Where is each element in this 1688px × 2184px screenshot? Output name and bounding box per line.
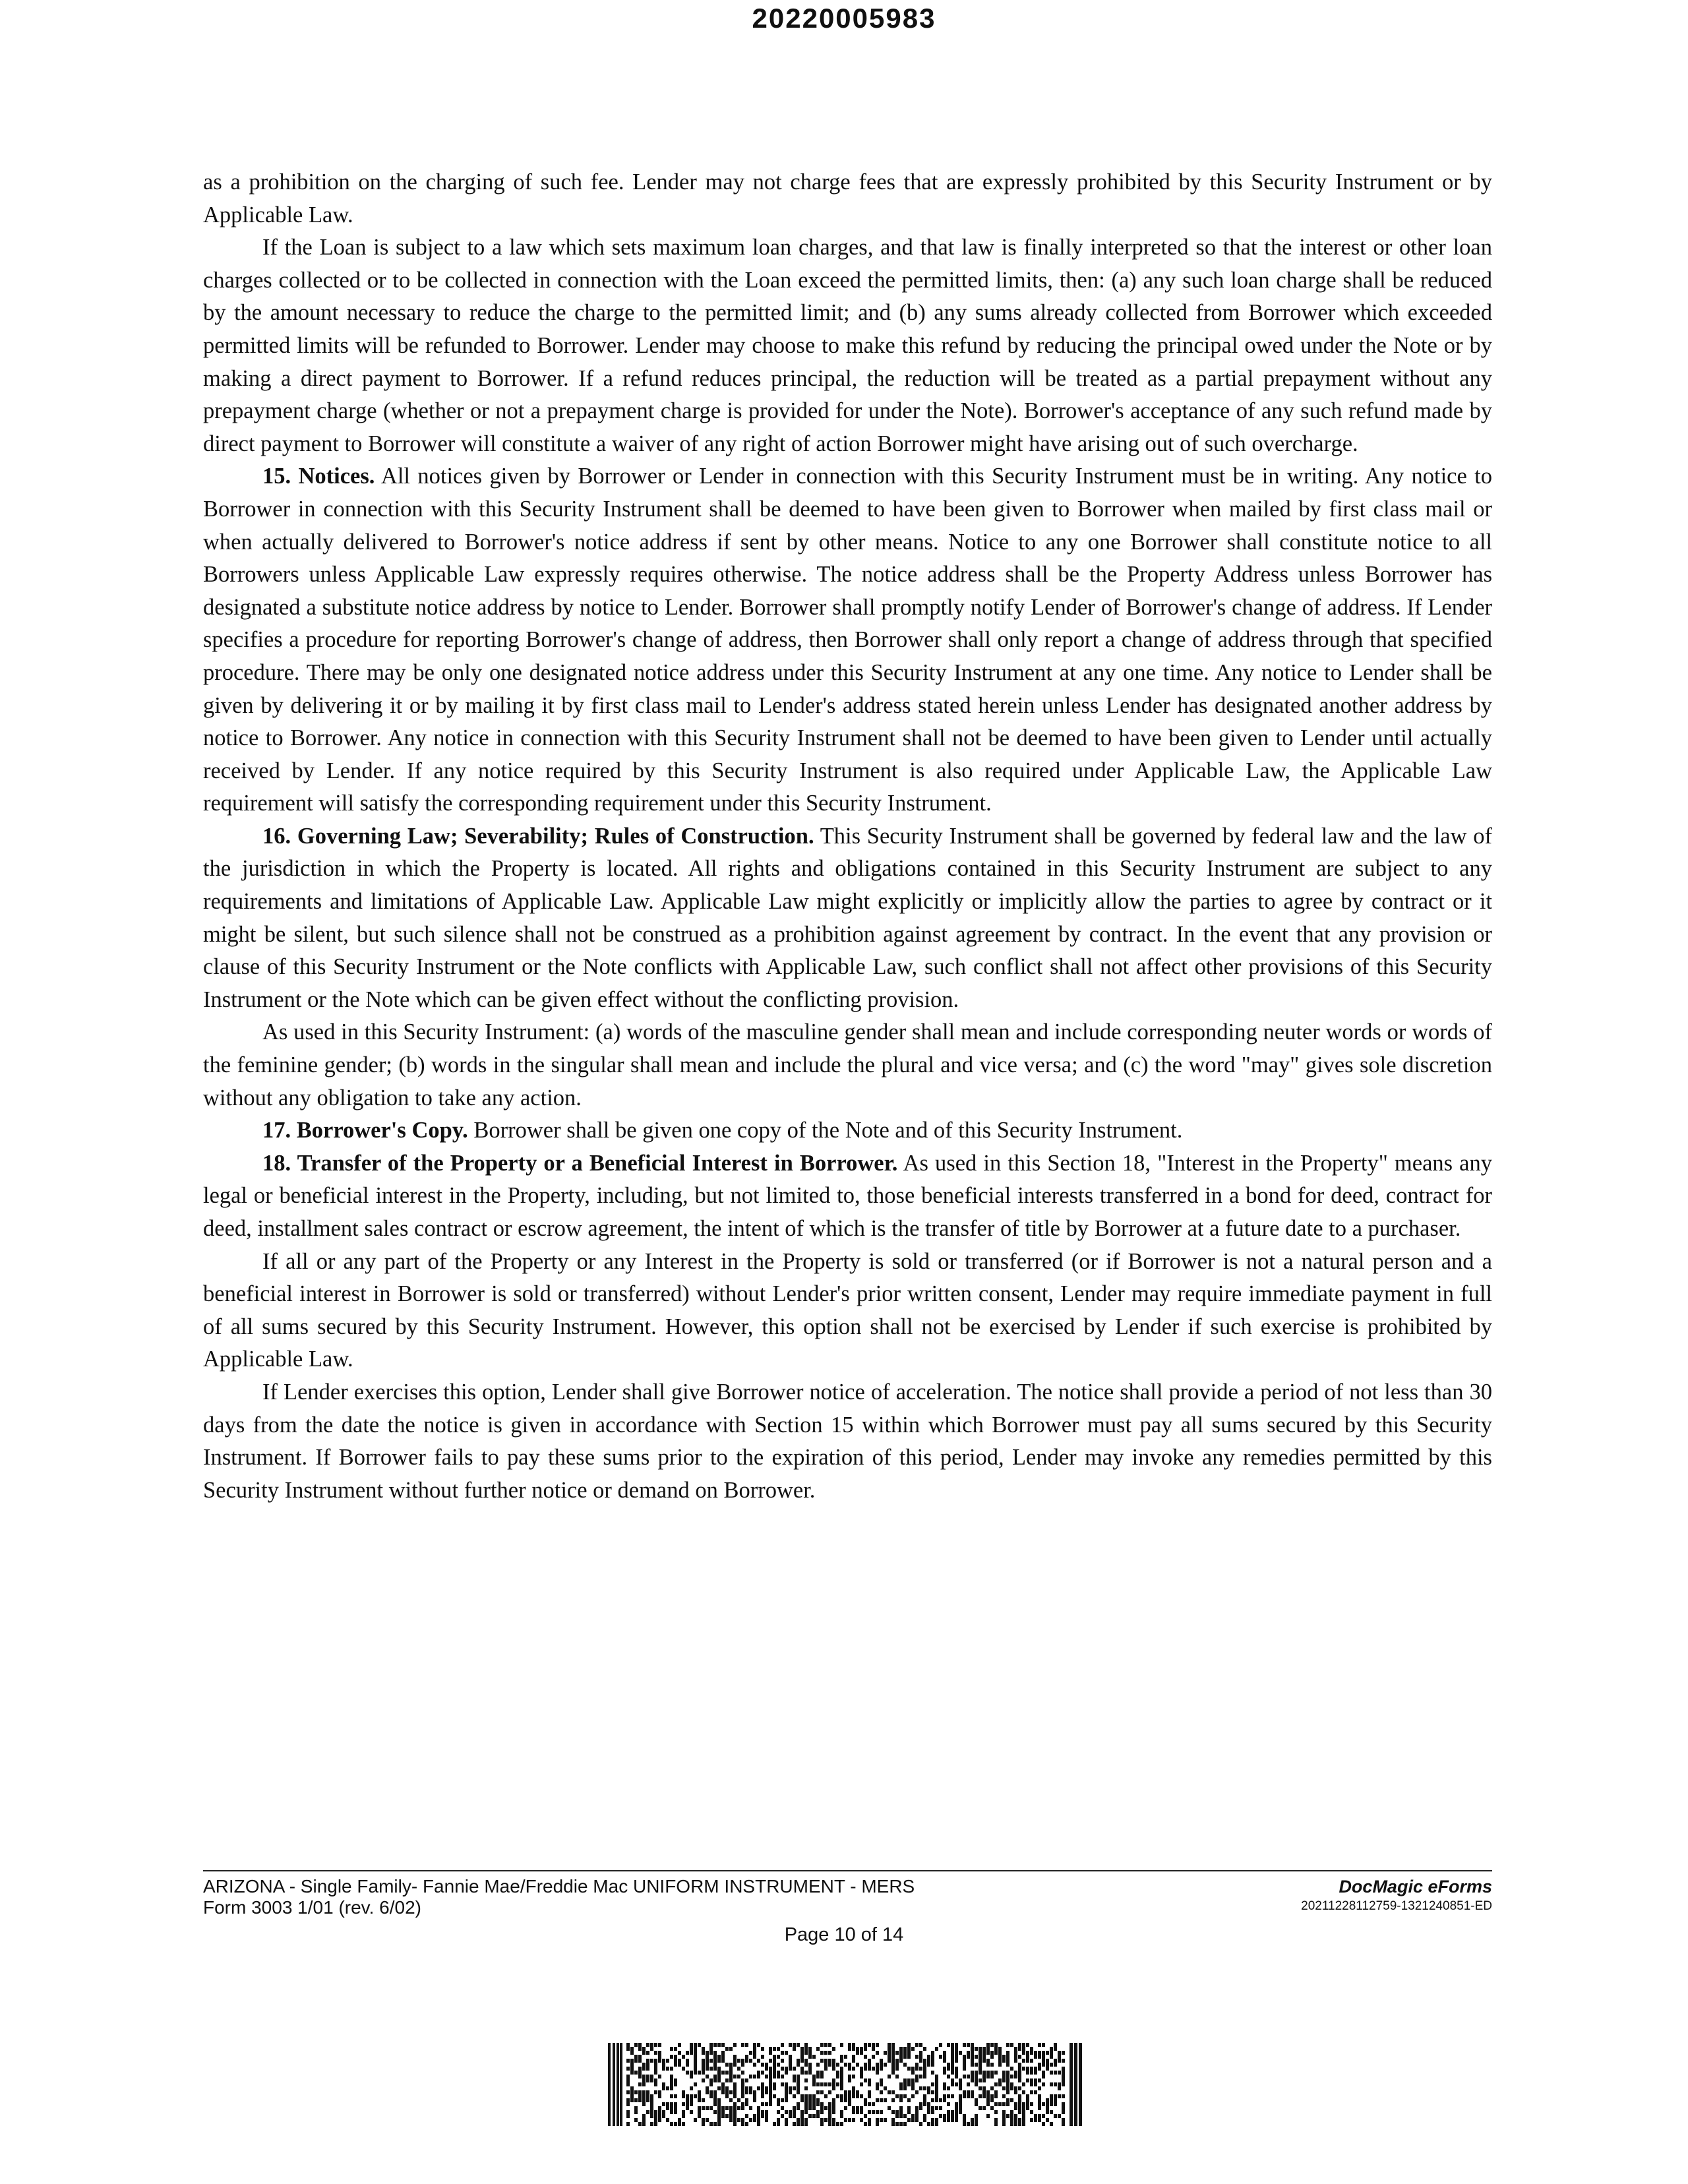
section-16-text: This Security Instrument shall be governed by federal law and the law of the jurisdiction in which the Property is located. All rights and obligations contained in this Security Instrument are subject to any requirements and limitations of Applicable Law. Applicable Law might explicitly or implicitly allow the parties to agree by contract or it might be silent, but such silence shall not be construed as a prohibition against agreement by contract. In the event that any provision or clause of this Security Instrument or the Note conflicts with Applicable Law, such conflict shall not affect other provisions of this Security Instrument or the Note which can be given effect without the conflicting provision. — [203, 823, 1492, 1012]
section-18-text: As used in this Section 18, "Interest in the Property" means any legal or beneficial interest in the Property, including, but not limited to, those beneficial interests transferred in a bond for deed, contract for deed, installment sales contract or escrow agreement, the intent of which is the transfer of title by Borrower at a future date to a purchaser. — [203, 1150, 1492, 1241]
section-17-text: Borrower shall be given one copy of the Note and of this Security Instrument. — [473, 1118, 1183, 1143]
barcode-icon — [608, 2043, 1084, 2126]
section-16-heading: 16. Governing Law; Severability; Rules of Construction. — [262, 823, 814, 849]
recording-number: 20220005983 — [752, 3, 936, 34]
paragraph-loan-charges: If the Loan is subject to a law which sets maximum loan charges, and that law is finally interpreted so that the interest or other loan charges collected or to be collected in connection with the Loan exceed the permitted limits, then: (a) any such loan charge shall be reduced by the amount necessary to reduce the charge to the permitted limit; and (b) any sums already collected from Borrower which exceeded permitted limits will be refunded to Borrower. Lender may choose to make this refund by reducing the principal owed under the Note or by making a direct payment to Borrower. If a refund reduces principal, the reduction will be treated as a partial prepayment without any prepayment charge (whether or not a prepayment charge is provided for under the Note). Borrower's acceptance of any such refund made by direct payment to Borrower will constitute a waiver of any right of action Borrower might have arising out of such overcharge. — [203, 235, 1492, 456]
section-16-governing-law — [203, 820, 1492, 1017]
section-15-heading: 15. Notices. — [262, 464, 375, 489]
page-number: Page 10 of 14 — [784, 1924, 904, 1945]
section-17-heading: 17. Borrower's Copy. — [262, 1118, 468, 1143]
docmagic-logo: DocMagic eForms — [1339, 1877, 1492, 1896]
footer-divider — [203, 1870, 1492, 1871]
section-18-transfer — [203, 1147, 1492, 1246]
section-15-notices — [203, 460, 1492, 820]
section-18-heading: 18. Transfer of the Property or a Beneficial Interest in Borrower. — [262, 1150, 898, 1176]
document-body — [203, 166, 1492, 1507]
footer-brand-info — [1301, 1876, 1492, 1916]
section-17-borrowers-copy — [203, 1114, 1492, 1147]
section-15-text: All notices given by Borrower or Lender in connection with this Security Instrument must be in writing. Any notice to Borrower in connection with this Security Instrument shall be deemed to have been given to Borrower when mailed by first class mail or when actually delivered to Borrower's notice address if sent by other means. Notice to any one Borrower shall constitute notice to all Borrowers unless Applicable Law expressly requires otherwise. The notice address shall be the Property Address unless Borrower has designated a substitute notice address by notice to Lender. Borrower shall promptly notify Lender of Borrower's change of address. If Lender specifies a procedure for reporting Borrower's change of address, then Borrower shall only report a change of address through that specified procedure. There may be only one designated notice address under this Security Instrument at any one time. Any notice to Lender shall be given by delivering it or by mailing it by first class mail to Lender's address stated herein unless Lender has designated another address by notice to Borrower. Any notice in connection with this Security Instrument shall not be deemed to have been given to Lender until actually received by Lender. If any notice required by this Security Instrument is also required under Applicable Law, the Applicable Law requirement will satisfy the corresponding requirement under this Security Instrument. — [203, 464, 1493, 816]
footer-form-info — [203, 1876, 915, 1918]
footer-form-title: ARIZONA - Single Family- Fannie Mae/Freddie Mac UNIFORM INSTRUMENT - MERS — [203, 1876, 915, 1896]
paragraph-rules-of-construction: As used in this Security Instrument: (a) words of the masculine gender shall mean and include corresponding neuter words or words of the feminine gender; (b) words in the singular shall mean and include the plural and vice versa; and (c) the word "may" gives sole discretion without any obligation to take any action. — [203, 1019, 1492, 1110]
paragraph-transfer-acceleration: If all or any part of the Property or any Interest in the Property is sold or transferred (or if Borrower is not a natural person and a beneficial interest in Borrower is sold or transferred) without Lender's prior written consent, Lender may require immediate payment in full of all sums secured by this Security Instrument. However, this option shall not be exercised by Lender if such exercise is prohibited by Applicable Law. — [203, 1248, 1492, 1372]
footer-form-number: Form 3003 1/01 (rev. 6/02) — [203, 1897, 421, 1918]
paragraph-fee-continuation: as a prohibition on the charging of such fee. Lender may not charge fees that are expressly prohibited by this Security Instrument or by Applicable Law. — [203, 169, 1492, 228]
paragraph-notice-of-acceleration: If Lender exercises this option, Lender shall give Borrower notice of acceleration. The notice shall provide a period of not less than 30 days from the date the notice is given in accordance with Section 15 within which Borrower must pay all sums secured by this Security Instrument. If Borrower fails to pay these sums prior to the expiration of this period, Lender may invoke any remedies permitted by this Security Instrument without further notice or demand on Borrower. — [203, 1379, 1492, 1503]
footer-document-code: 20211228112759-1321240851-ED — [1301, 1899, 1492, 1913]
